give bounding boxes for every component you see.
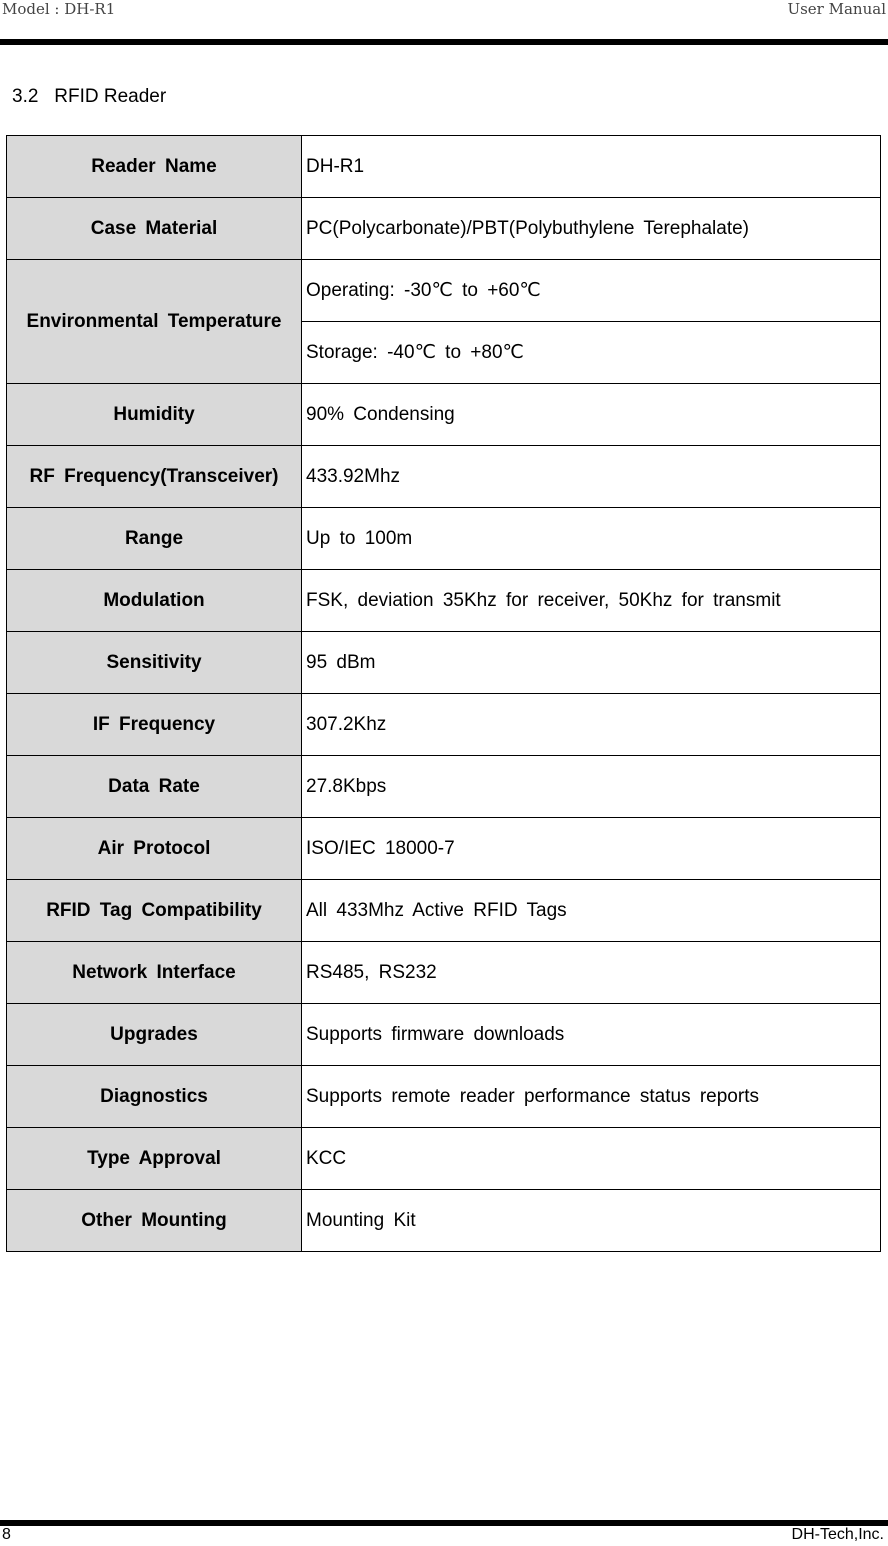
spec-label: Upgrades bbox=[7, 1004, 302, 1066]
spec-value: FSK, deviation 35Khz for receiver, 50Khz for transmit bbox=[302, 570, 881, 632]
table-row bbox=[7, 1066, 881, 1128]
spec-value: Mounting Kit bbox=[302, 1190, 881, 1252]
table-row bbox=[7, 136, 881, 198]
table-row bbox=[7, 818, 881, 880]
table-row bbox=[7, 942, 881, 1004]
spec-table bbox=[6, 135, 881, 1252]
spec-label: Range bbox=[7, 508, 302, 570]
table-row bbox=[7, 1004, 881, 1066]
table-row bbox=[7, 694, 881, 756]
spec-label: Reader Name bbox=[7, 136, 302, 198]
spec-label: Diagnostics bbox=[7, 1066, 302, 1128]
spec-label: IF Frequency bbox=[7, 694, 302, 756]
spec-value: PC(Polycarbonate)/PBT(Polybuthylene Terephalate) bbox=[302, 198, 881, 260]
table-row bbox=[7, 198, 881, 260]
table-row bbox=[7, 880, 881, 942]
table-row bbox=[7, 446, 881, 508]
spec-value: Storage: -40℃ to +80℃ bbox=[302, 322, 881, 384]
spec-value: 90% Condensing bbox=[302, 384, 881, 446]
spec-label: Humidity bbox=[7, 384, 302, 446]
spec-value: RS485, RS232 bbox=[302, 942, 881, 1004]
spec-value: KCC bbox=[302, 1128, 881, 1190]
section-title: 3.2 RFID Reader bbox=[12, 86, 167, 107]
footer-rule bbox=[0, 1520, 888, 1526]
spec-value: Operating: -30℃ to +60℃ bbox=[302, 260, 881, 322]
spec-value: 95 dBm bbox=[302, 632, 881, 694]
spec-value: Up to 100m bbox=[302, 508, 881, 570]
table-row bbox=[7, 384, 881, 446]
table-row bbox=[7, 1190, 881, 1252]
table-row bbox=[7, 756, 881, 818]
page-number: 8 bbox=[2, 1526, 11, 1543]
header-doc-type: User Manual bbox=[787, 0, 886, 18]
spec-label: Sensitivity bbox=[7, 632, 302, 694]
spec-label: Modulation bbox=[7, 570, 302, 632]
footer-company: DH-Tech,Inc. bbox=[791, 1526, 884, 1543]
spec-label: Air Protocol bbox=[7, 818, 302, 880]
spec-value: All 433Mhz Active RFID Tags bbox=[302, 880, 881, 942]
spec-label: RF Frequency(Transceiver) bbox=[7, 446, 302, 508]
spec-value: 433.92Mhz bbox=[302, 446, 881, 508]
table-row bbox=[7, 1128, 881, 1190]
spec-value: DH-R1 bbox=[302, 136, 881, 198]
header-model: Model : DH-R1 bbox=[2, 0, 116, 18]
spec-label: Data Rate bbox=[7, 756, 302, 818]
spec-label: RFID Tag Compatibility bbox=[7, 880, 302, 942]
spec-label: Network Interface bbox=[7, 942, 302, 1004]
spec-label: Other Mounting bbox=[7, 1190, 302, 1252]
spec-value: Supports firmware downloads bbox=[302, 1004, 881, 1066]
spec-label: Environmental Temperature bbox=[7, 260, 302, 384]
table-row bbox=[7, 570, 881, 632]
spec-label: Case Material bbox=[7, 198, 302, 260]
spec-value: 307.2Khz bbox=[302, 694, 881, 756]
spec-value: Supports remote reader performance status reports bbox=[302, 1066, 881, 1128]
table-row bbox=[7, 632, 881, 694]
header-rule bbox=[0, 39, 888, 45]
table-row bbox=[7, 508, 881, 570]
spec-label: Type Approval bbox=[7, 1128, 302, 1190]
table-row bbox=[7, 260, 881, 322]
spec-value: 27.8Kbps bbox=[302, 756, 881, 818]
spec-value: ISO/IEC 18000-7 bbox=[302, 818, 881, 880]
